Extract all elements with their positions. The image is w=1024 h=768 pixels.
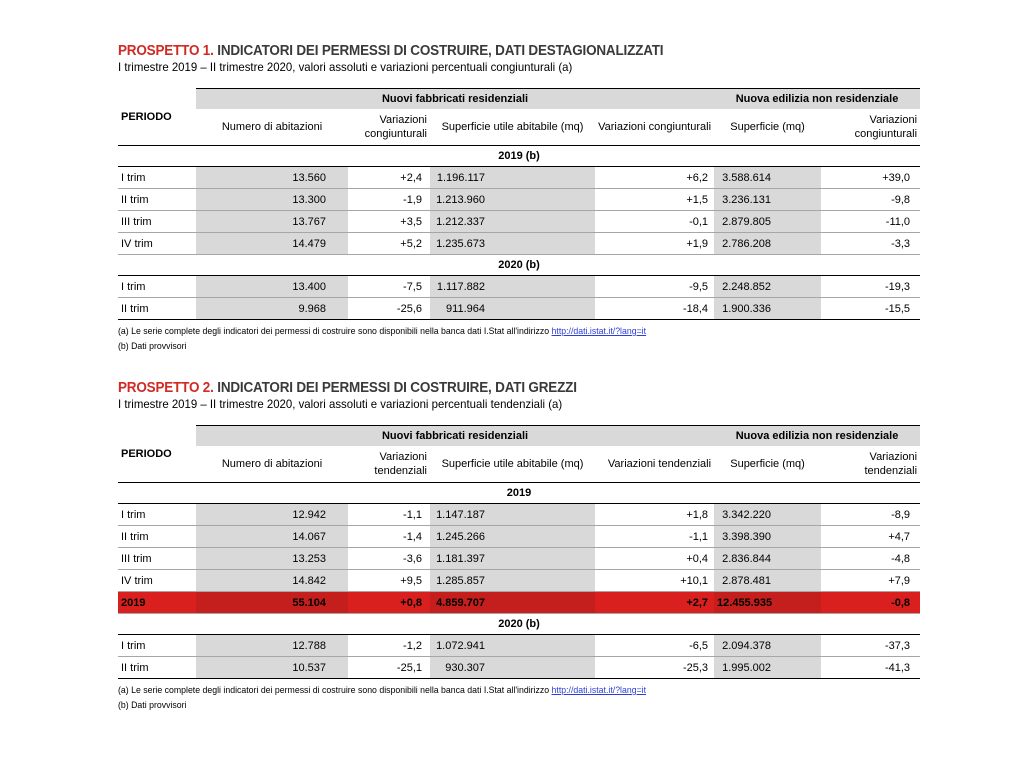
periodo-header: PERIODO	[118, 89, 196, 146]
col-header: Variazioni tendenziali	[595, 446, 714, 483]
value-cell: -4,8	[821, 548, 920, 570]
value-cell: 4.859.707	[430, 592, 595, 614]
value-cell: 3.398.390	[714, 526, 821, 548]
value-cell: +3,5	[348, 211, 430, 233]
value-cell: 12.455.935	[714, 592, 821, 614]
value-cell: -18,4	[595, 298, 714, 320]
value-cell: -1,4	[348, 526, 430, 548]
col-header: Numero di abitazioni	[196, 109, 348, 146]
period-cell: I trim	[118, 276, 196, 298]
value-cell: +2,4	[348, 167, 430, 189]
value-cell: -0,8	[821, 592, 920, 614]
value-cell: +0,8	[348, 592, 430, 614]
col-header: Variazioni congiunturali	[595, 109, 714, 146]
value-cell: +1,8	[595, 504, 714, 526]
period-cell: II trim	[118, 526, 196, 548]
istat-link[interactable]: http://dati.istat.it/?lang=it	[551, 685, 647, 696]
value-cell: -1,9	[348, 189, 430, 211]
period-cell: III trim	[118, 211, 196, 233]
value-cell: 1.995.002	[714, 657, 821, 679]
value-cell: -41,3	[821, 657, 920, 679]
value-cell: 2.786.208	[714, 233, 821, 255]
table-row	[118, 189, 920, 211]
table-row	[118, 570, 920, 592]
value-cell: 930.307	[430, 657, 595, 679]
value-cell: -19,3	[821, 276, 920, 298]
period-cell: II trim	[118, 657, 196, 679]
value-cell: 13.560	[196, 167, 348, 189]
value-cell: 14.067	[196, 526, 348, 548]
value-cell: 1.196.117	[430, 167, 595, 189]
value-cell: +10,1	[595, 570, 714, 592]
table-row	[118, 167, 920, 189]
col-header: Superficie utile abitabile (mq)	[430, 446, 595, 483]
value-cell: -15,5	[821, 298, 920, 320]
value-cell: -8,9	[821, 504, 920, 526]
value-cell: -1,2	[348, 635, 430, 657]
table-subtitle: I trimestre 2019 – II trimestre 2020, valori assoluti e variazioni percentuali congiunturali (a)	[118, 60, 573, 74]
value-cell: -25,6	[348, 298, 430, 320]
value-cell: -3,6	[348, 548, 430, 570]
value-cell: 13.400	[196, 276, 348, 298]
value-cell: -0,1	[595, 211, 714, 233]
year-header: 2019	[118, 483, 920, 504]
value-cell: 55.104	[196, 592, 348, 614]
col-header: Superficie utile abitabile (mq)	[430, 109, 595, 146]
data-table	[118, 425, 920, 679]
col-header: Numero di abitazioni	[196, 446, 348, 483]
col-header: Superficie (mq)	[714, 109, 821, 146]
value-cell: 1.181.397	[430, 548, 595, 570]
year-header: 2020 (b)	[118, 255, 920, 276]
prospetto-2	[118, 380, 920, 711]
value-cell: 14.479	[196, 233, 348, 255]
period-cell: II trim	[118, 298, 196, 320]
value-cell: 2.879.805	[714, 211, 821, 233]
table-subtitle: I trimestre 2019 – II trimestre 2020, valori assoluti e variazioni percentuali tendenziali (a)	[118, 397, 563, 411]
value-cell: +2,7	[595, 592, 714, 614]
title-text: INDICATORI DEI PERMESSI DI COSTRUIRE, DATI DESTAGIONALIZZATI	[217, 43, 664, 59]
value-cell: 911.964	[430, 298, 595, 320]
value-cell: 9.968	[196, 298, 348, 320]
footnote-b: (b) Dati provvisori	[118, 700, 187, 711]
value-cell: -6,5	[595, 635, 714, 657]
period-cell: III trim	[118, 548, 196, 570]
period-cell: I trim	[118, 635, 196, 657]
year-header: 2020 (b)	[118, 614, 920, 635]
value-cell: 1.285.857	[430, 570, 595, 592]
value-cell: 14.842	[196, 570, 348, 592]
group-header-non-residential: Nuova edilizia non residenziale	[714, 426, 920, 447]
value-cell: 13.767	[196, 211, 348, 233]
col-header: Variazioni tendenziali	[348, 446, 430, 483]
value-cell: 2.094.378	[714, 635, 821, 657]
period-cell: II trim	[118, 189, 196, 211]
table-row	[118, 276, 920, 298]
value-cell: 3.588.614	[714, 167, 821, 189]
table-row	[118, 526, 920, 548]
table-row	[118, 298, 920, 320]
table-row	[118, 635, 920, 657]
periodo-header: PERIODO	[118, 426, 196, 483]
value-cell: +5,2	[348, 233, 430, 255]
value-cell: 2.248.852	[714, 276, 821, 298]
value-cell: -11,0	[821, 211, 920, 233]
value-cell: 3.236.131	[714, 189, 821, 211]
value-cell: 2.878.481	[714, 570, 821, 592]
value-cell: -25,1	[348, 657, 430, 679]
value-cell: 3.342.220	[714, 504, 821, 526]
table-row	[118, 548, 920, 570]
value-cell: -25,3	[595, 657, 714, 679]
value-cell: -9,8	[821, 189, 920, 211]
value-cell: 1.900.336	[714, 298, 821, 320]
title-prefix: PROSPETTO 2.	[118, 380, 214, 396]
istat-link[interactable]: http://dati.istat.it/?lang=it	[551, 326, 647, 337]
footnote-a	[118, 326, 856, 337]
value-cell: 2.836.844	[714, 548, 821, 570]
group-header-residential: Nuovi fabbricati residenziali	[196, 89, 714, 110]
value-cell: -1,1	[595, 526, 714, 548]
value-cell: -1,1	[348, 504, 430, 526]
period-cell: 2019	[118, 592, 196, 614]
value-cell: +6,2	[595, 167, 714, 189]
value-cell: 1.235.673	[430, 233, 595, 255]
footnote-a	[118, 685, 856, 696]
table-title	[118, 43, 864, 59]
value-cell: +0,4	[595, 548, 714, 570]
prospetto-1	[118, 43, 920, 352]
value-cell: 1.072.941	[430, 635, 595, 657]
value-cell: 10.537	[196, 657, 348, 679]
value-cell: 1.213.960	[430, 189, 595, 211]
value-cell: -37,3	[821, 635, 920, 657]
col-header: Variazioni tendenziali	[821, 446, 920, 483]
value-cell: 1.212.337	[430, 211, 595, 233]
value-cell: 13.253	[196, 548, 348, 570]
year-header: 2019 (b)	[118, 146, 920, 167]
table-row	[118, 657, 920, 679]
data-table	[118, 88, 920, 320]
title-prefix: PROSPETTO 1.	[118, 43, 214, 59]
value-cell: -7,5	[348, 276, 430, 298]
footnote-text: (a) Le serie complete degli indicatori dei permessi di costruire sono disponibili nella banca dati I.Stat all'indirizzo	[118, 685, 550, 696]
value-cell: +1,5	[595, 189, 714, 211]
period-cell: I trim	[118, 167, 196, 189]
group-header-non-residential: Nuova edilizia non residenziale	[714, 89, 920, 110]
period-cell: IV trim	[118, 233, 196, 255]
value-cell: 1.245.266	[430, 526, 595, 548]
value-cell: +1,9	[595, 233, 714, 255]
col-header: Superficie (mq)	[714, 446, 821, 483]
table-row	[118, 211, 920, 233]
title-text: INDICATORI DEI PERMESSI DI COSTRUIRE, DATI GREZZI	[217, 380, 577, 396]
value-cell: +4,7	[821, 526, 920, 548]
footnote-b: (b) Dati provvisori	[118, 341, 187, 352]
value-cell: 13.300	[196, 189, 348, 211]
value-cell: -9,5	[595, 276, 714, 298]
value-cell: 12.942	[196, 504, 348, 526]
value-cell: -3,3	[821, 233, 920, 255]
col-header: Variazioni congiunturali	[821, 109, 920, 146]
footnote-text: (a) Le serie complete degli indicatori dei permessi di costruire sono disponibili nella banca dati I.Stat all'indirizzo	[118, 326, 550, 337]
group-header-residential: Nuovi fabbricati residenziali	[196, 426, 714, 447]
value-cell: 12.788	[196, 635, 348, 657]
value-cell: 1.117.882	[430, 276, 595, 298]
value-cell: +39,0	[821, 167, 920, 189]
period-cell: IV trim	[118, 570, 196, 592]
period-cell: I trim	[118, 504, 196, 526]
table-title	[118, 380, 864, 396]
value-cell: 1.147.187	[430, 504, 595, 526]
table-row	[118, 233, 920, 255]
value-cell: +9,5	[348, 570, 430, 592]
table-row	[118, 504, 920, 526]
total-row	[118, 592, 920, 614]
col-header: Variazioni congiunturali	[348, 109, 430, 146]
value-cell: +7,9	[821, 570, 920, 592]
